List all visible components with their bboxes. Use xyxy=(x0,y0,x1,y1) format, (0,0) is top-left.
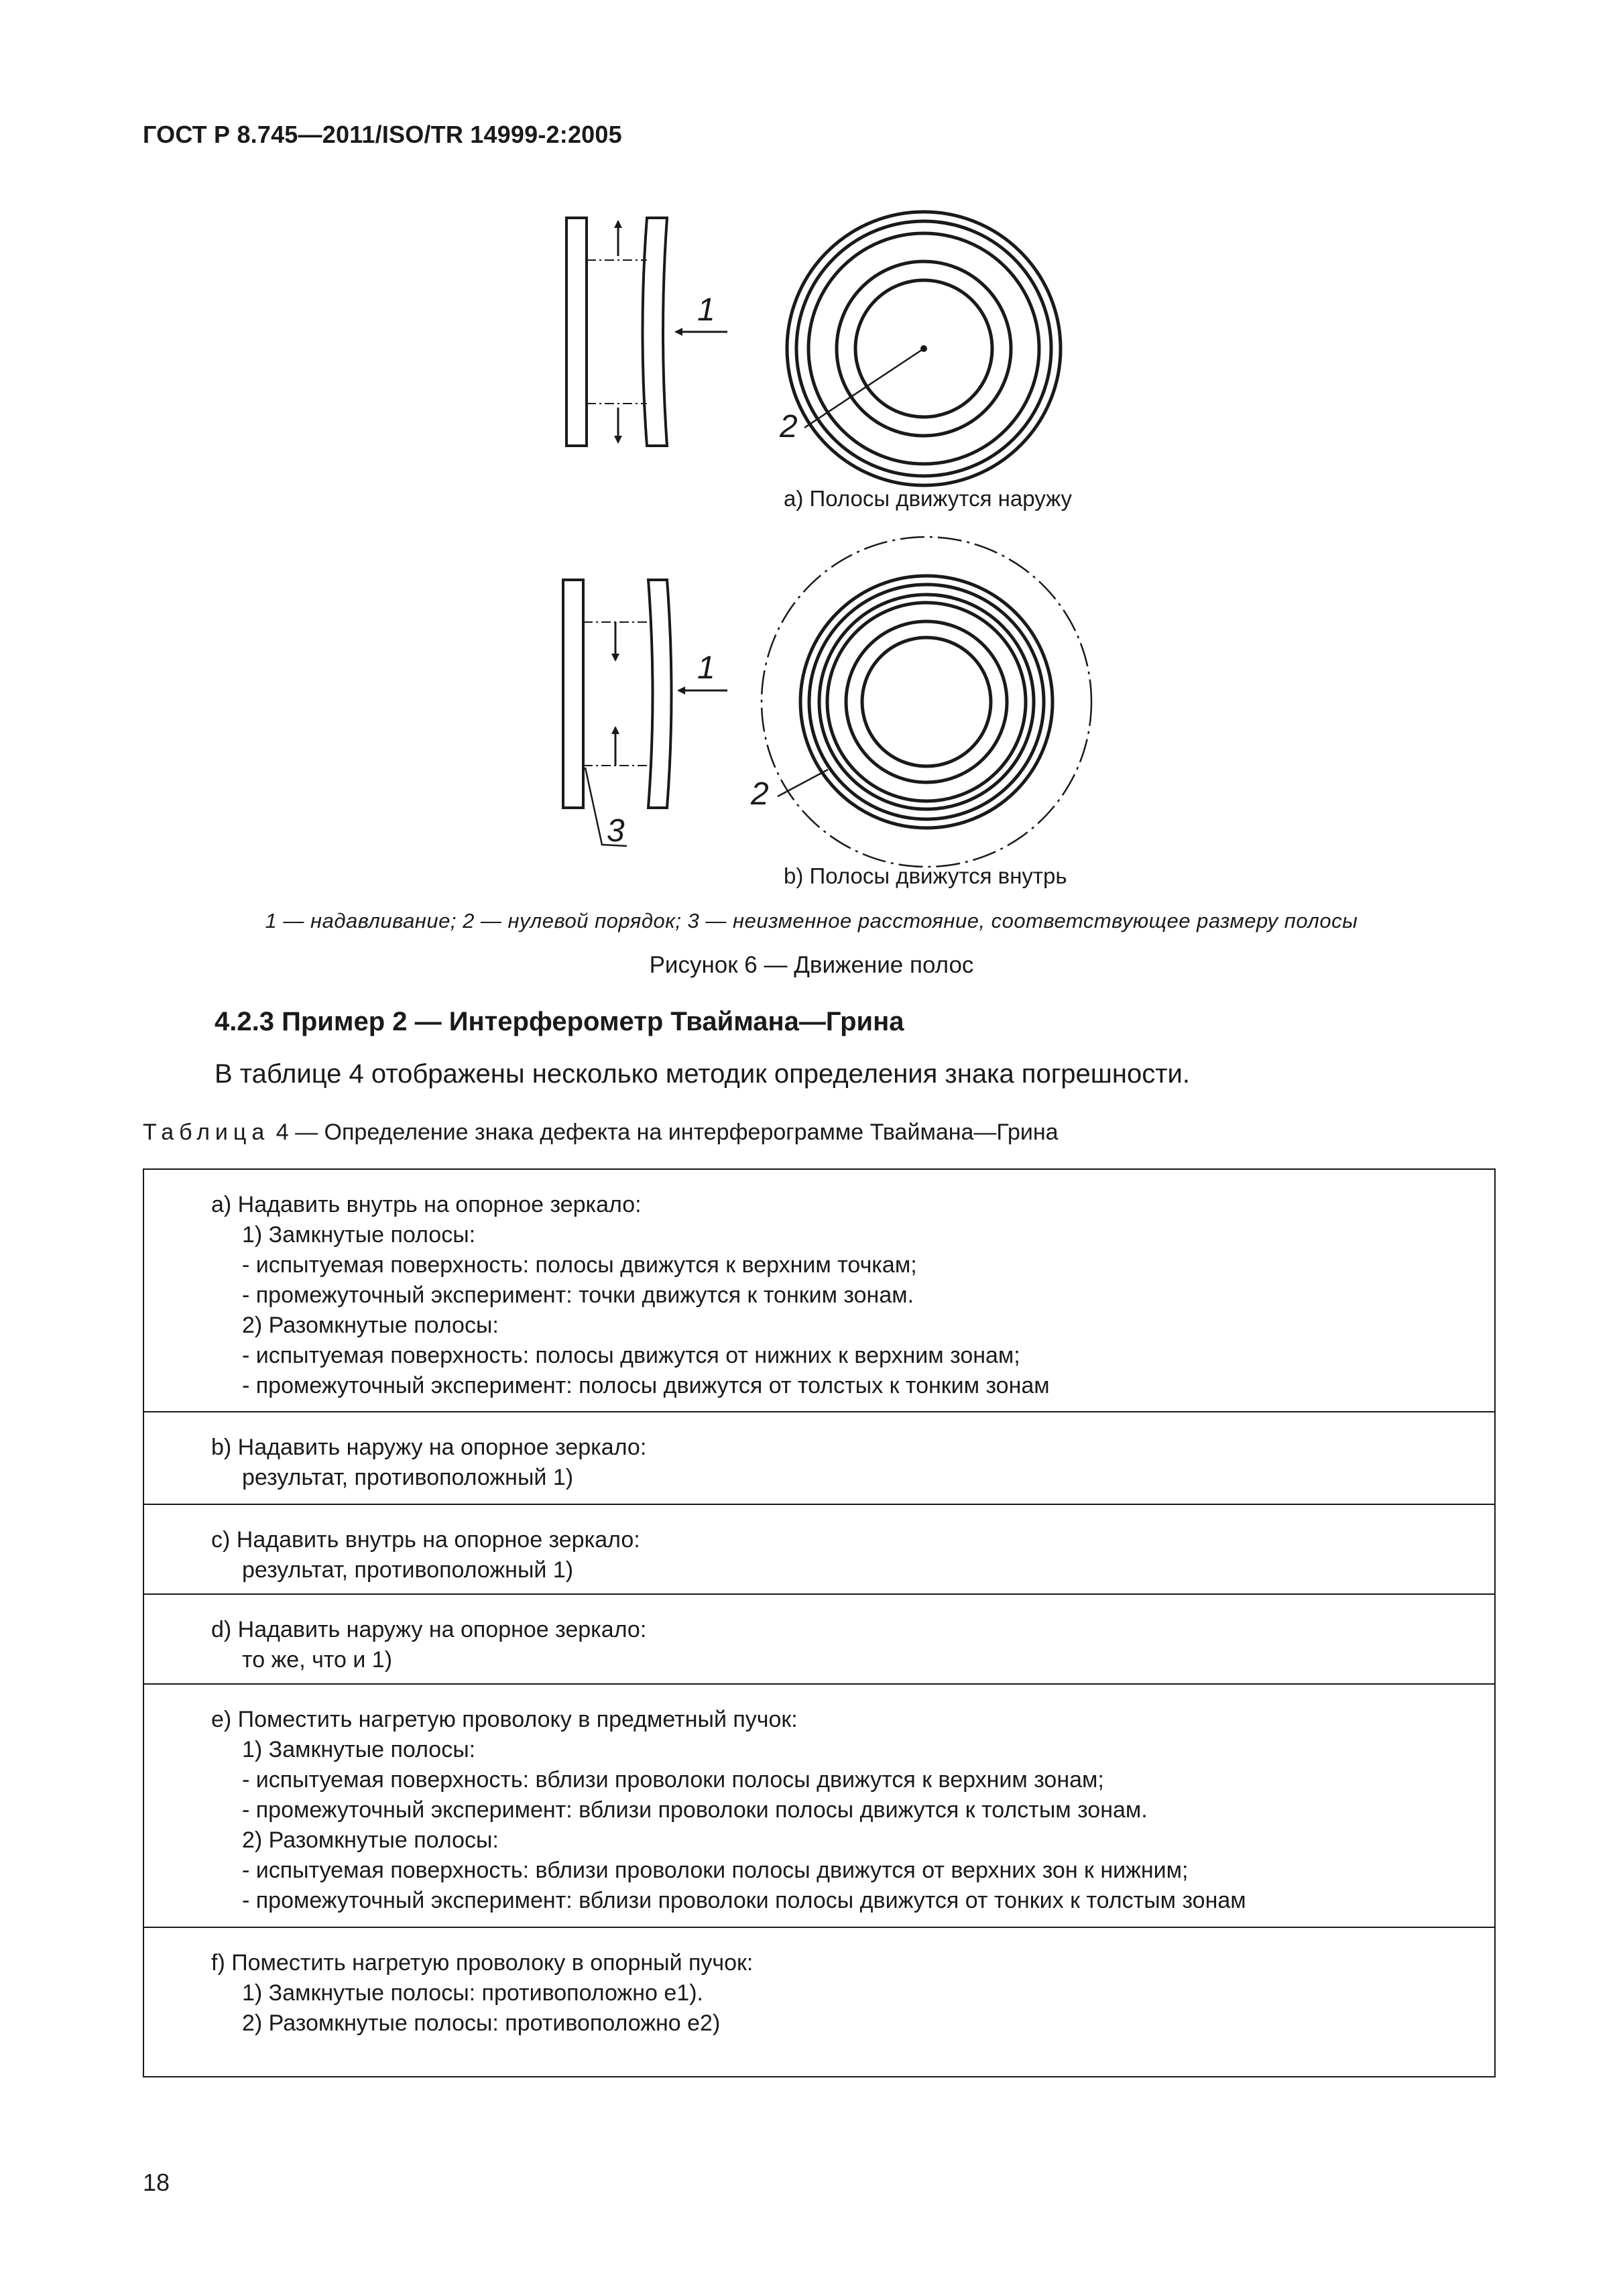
table-row xyxy=(144,1505,1494,1595)
row-a-line: 2) Разомкнутые полосы: xyxy=(242,1313,499,1338)
fringe-rings-a xyxy=(787,212,1061,485)
table-row xyxy=(144,1170,1494,1412)
figure-6-fringe-motion xyxy=(0,0,1623,898)
row-e-line: - промежуточный эксперимент: вблизи проволоки полосы движутся к толстым зонам. xyxy=(242,1797,1148,1823)
section-heading: 4.2.3 Пример 2 — Интерферометр Тваймана—Грина xyxy=(215,1007,904,1036)
document-header: ГОСТ Р 8.745—2011/ISO/TR 14999-2:2005 xyxy=(143,121,622,148)
row-e-line: - испытуемая поверхность: вблизи проволоки полосы движутся от верхних зон к нижним; xyxy=(242,1858,1189,1883)
reference-plate-b xyxy=(563,580,583,808)
row-b-line: результат, противоположный 1) xyxy=(242,1465,574,1490)
table-row xyxy=(144,1412,1494,1505)
row-a-line: - промежуточный эксперимент: точки движутся к тонким зонам. xyxy=(242,1282,914,1308)
diagram-a xyxy=(566,218,727,446)
caption-b: b) Полосы движутся внутрь xyxy=(784,863,1067,888)
label-3-b: 3 xyxy=(607,813,625,849)
label-2-a: 2 xyxy=(780,409,798,444)
table-caption-text: 4 — Определение знака дефекта на интерферограмме Тваймана—Грина xyxy=(269,1120,1059,1145)
page-number: 18 xyxy=(143,2169,170,2196)
label-1-b: 1 xyxy=(697,650,715,686)
row-b-line: b) Надавить наружу на опорное зеркало: xyxy=(211,1435,647,1460)
row-f-line: 1) Замкнутые полосы: противоположно е1). xyxy=(242,1980,703,2006)
row-c-line: результат, противоположный 1) xyxy=(242,1557,574,1583)
row-e-line: e) Поместить нагретую проволоку в предметный пучок: xyxy=(211,1707,798,1732)
figure-legend: 1 — надавливание; 2 — нулевой порядок; 3 — неизменное расстояние, соответствующее размеру полосы xyxy=(265,909,1358,932)
table-row xyxy=(144,1595,1494,1685)
reference-plate-a xyxy=(566,218,587,446)
row-a-line: 1) Замкнутые полосы: xyxy=(242,1222,476,1248)
test-plate-a xyxy=(643,218,668,446)
row-d-line: то же, что и 1) xyxy=(242,1647,393,1673)
label-1-a: 1 xyxy=(697,292,715,328)
row-a-line: - промежуточный эксперимент: полосы движутся от толстых к тонким зонам xyxy=(242,1373,1050,1398)
body-paragraph: В таблице 4 отображены несколько методик определения знака погрешности. xyxy=(215,1059,1190,1089)
test-plate-b xyxy=(648,580,672,808)
caption-a: a) Полосы движутся наружу xyxy=(784,486,1073,511)
table-row xyxy=(144,1928,1494,2076)
row-f-line: f) Поместить нагретую проволоку в опорный пучок: xyxy=(211,1950,754,1976)
fringe-rings-b xyxy=(762,537,1091,867)
table-4 xyxy=(143,1168,1496,2077)
row-a-line: - испытуемая поверхность: полосы движутся к верхним точкам; xyxy=(242,1252,917,1278)
row-e-line: 1) Замкнутые полосы: xyxy=(242,1737,476,1762)
table-caption xyxy=(143,1120,1059,1146)
diagram-b xyxy=(563,580,727,846)
row-c-line: c) Надавить внутрь на опорное зеркало: xyxy=(211,1527,640,1553)
dash-dot-boundary xyxy=(762,537,1091,867)
table-caption-label: Таблица xyxy=(143,1120,270,1145)
row-d-line: d) Надавить наружу на опорное зеркало: xyxy=(211,1617,647,1642)
row-a-line: a) Надавить внутрь на опорное зеркало: xyxy=(211,1192,642,1217)
figure-title: Рисунок 6 — Движение полос xyxy=(649,952,974,978)
row-a-line: - испытуемая поверхность: полосы движутся от нижних к верхним зонам; xyxy=(242,1343,1020,1368)
label-2-b: 2 xyxy=(751,776,769,812)
row-e-line: 2) Разомкнутые полосы: xyxy=(242,1827,499,1853)
row-f-line: 2) Разомкнутые полосы: противоположно е2) xyxy=(242,2010,721,2036)
table-row xyxy=(144,1685,1494,1928)
row-e-line: - испытуемая поверхность: вблизи проволоки полосы движутся к верхним зонам; xyxy=(242,1767,1104,1793)
row-e-line: - промежуточный эксперимент: вблизи проволоки полосы движутся от тонких к толстым зонам xyxy=(242,1888,1246,1913)
